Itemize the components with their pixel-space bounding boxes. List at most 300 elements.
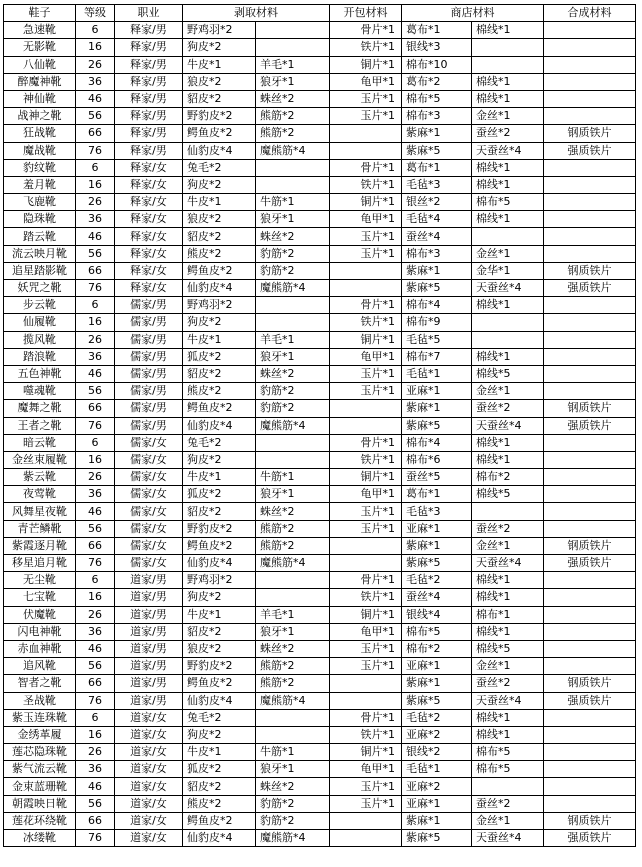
cell-strip-material-2: 豹筋*2 bbox=[256, 812, 330, 829]
cell-strip-material-2: 豹筋*2 bbox=[256, 400, 330, 417]
cell-pack-material bbox=[330, 400, 402, 417]
cell-synth-material bbox=[544, 744, 636, 761]
cell-strip-material-2: 狼牙*1 bbox=[256, 486, 330, 503]
cell-level: 56 bbox=[76, 245, 115, 262]
cell-shop-material-2: 蚕丝*2 bbox=[472, 520, 544, 537]
cell-level: 46 bbox=[76, 503, 115, 520]
cell-shop-material-2: 天蚕丝*4 bbox=[472, 417, 544, 434]
cell-shop-material-1: 棉布*3 bbox=[402, 108, 472, 125]
table-row bbox=[4, 125, 636, 142]
cell-level: 36 bbox=[76, 761, 115, 778]
table-row bbox=[4, 795, 636, 812]
cell-shop-material-1: 葛布*1 bbox=[402, 486, 472, 503]
cell-level: 46 bbox=[76, 640, 115, 657]
cell-boot-name: 金丝束履靴 bbox=[4, 451, 76, 468]
cell-job: 儒家/女 bbox=[115, 469, 183, 486]
cell-boot-name: 八仙靴 bbox=[4, 56, 76, 73]
cell-synth-material bbox=[544, 623, 636, 640]
cell-shop-material-2: 金华*1 bbox=[472, 262, 544, 279]
cell-shop-material-2: 棉布*5 bbox=[472, 744, 544, 761]
cell-shop-material-2: 棉线*5 bbox=[472, 640, 544, 657]
cell-shop-material-1: 紫麻*1 bbox=[402, 262, 472, 279]
cell-strip-material-1: 牛皮*1 bbox=[183, 606, 256, 623]
cell-pack-material: 骨片*1 bbox=[330, 434, 402, 451]
cell-boot-name: 揽风靴 bbox=[4, 331, 76, 348]
cell-shop-material-2: 棉线*1 bbox=[472, 589, 544, 606]
cell-strip-material-1: 貂皮*2 bbox=[183, 365, 256, 382]
cell-shop-material-2: 蚕丝*2 bbox=[472, 675, 544, 692]
cell-strip-material-2 bbox=[256, 22, 330, 39]
cell-strip-material-2 bbox=[256, 572, 330, 589]
header-pack-materials: 开包材料 bbox=[330, 5, 402, 22]
cell-synth-material: 强质铁片 bbox=[544, 142, 636, 159]
table-row bbox=[4, 297, 636, 314]
cell-level: 66 bbox=[76, 125, 115, 142]
cell-level: 76 bbox=[76, 555, 115, 572]
cell-strip-material-1: 牛皮*1 bbox=[183, 331, 256, 348]
cell-shop-material-2: 棉线*1 bbox=[472, 73, 544, 90]
table-row bbox=[4, 194, 636, 211]
cell-boot-name: 夜莺靴 bbox=[4, 486, 76, 503]
cell-job: 释家/女 bbox=[115, 280, 183, 297]
cell-shop-material-1: 棉布*4 bbox=[402, 297, 472, 314]
cell-synth-material: 钢质铁片 bbox=[544, 125, 636, 142]
header-row bbox=[4, 5, 636, 22]
cell-shop-material-2: 棉线*1 bbox=[472, 159, 544, 176]
cell-strip-material-1: 野鸡羽*2 bbox=[183, 297, 256, 314]
table-row bbox=[4, 280, 636, 297]
cell-synth-material bbox=[544, 520, 636, 537]
cell-job: 儒家/女 bbox=[115, 503, 183, 520]
cell-boot-name: 朝霞映日靴 bbox=[4, 795, 76, 812]
cell-shop-material-2: 棉线*1 bbox=[472, 176, 544, 193]
cell-shop-material-1: 亚麻*1 bbox=[402, 658, 472, 675]
cell-synth-material bbox=[544, 726, 636, 743]
cell-level: 76 bbox=[76, 830, 115, 847]
cell-strip-material-1: 狗皮*2 bbox=[183, 176, 256, 193]
cell-synth-material bbox=[544, 211, 636, 228]
cell-level: 6 bbox=[76, 434, 115, 451]
cell-shop-material-2: 金丝*1 bbox=[472, 812, 544, 829]
cell-level: 46 bbox=[76, 90, 115, 107]
cell-pack-material: 骨片*1 bbox=[330, 159, 402, 176]
cell-boot-name: 圣战靴 bbox=[4, 692, 76, 709]
cell-level: 16 bbox=[76, 589, 115, 606]
cell-job: 道家/男 bbox=[115, 606, 183, 623]
cell-job: 道家/男 bbox=[115, 623, 183, 640]
cell-synth-material bbox=[544, 486, 636, 503]
cell-pack-material: 龟甲*1 bbox=[330, 211, 402, 228]
cell-job: 道家/女 bbox=[115, 709, 183, 726]
cell-strip-material-2 bbox=[256, 709, 330, 726]
cell-synth-material bbox=[544, 572, 636, 589]
cell-strip-material-2: 蛛丝*2 bbox=[256, 90, 330, 107]
cell-strip-material-1: 仙豹皮*4 bbox=[183, 692, 256, 709]
table-row bbox=[4, 73, 636, 90]
table-row bbox=[4, 572, 636, 589]
cell-pack-material bbox=[330, 830, 402, 847]
header-name: 鞋子 bbox=[4, 5, 76, 22]
cell-job: 释家/男 bbox=[115, 39, 183, 56]
cell-boot-name: 追风靴 bbox=[4, 658, 76, 675]
cell-job: 释家/男 bbox=[115, 108, 183, 125]
cell-shop-material-1: 紫麻*5 bbox=[402, 692, 472, 709]
table-row bbox=[4, 142, 636, 159]
header-strip-materials: 剥取材料 bbox=[183, 5, 330, 22]
cell-strip-material-1: 鳄鱼皮*2 bbox=[183, 400, 256, 417]
cell-shop-material-1: 毛毡*2 bbox=[402, 709, 472, 726]
cell-boot-name: 流云映月靴 bbox=[4, 245, 76, 262]
cell-boot-name: 魔舞之靴 bbox=[4, 400, 76, 417]
cell-shop-material-2: 棉线*1 bbox=[472, 623, 544, 640]
cell-shop-material-2: 棉线*1 bbox=[472, 572, 544, 589]
cell-shop-material-2: 棉线*1 bbox=[472, 211, 544, 228]
cell-shop-material-2: 棉线*1 bbox=[472, 726, 544, 743]
cell-shop-material-1: 银丝*2 bbox=[402, 194, 472, 211]
cell-boot-name: 战神之靴 bbox=[4, 108, 76, 125]
cell-level: 6 bbox=[76, 709, 115, 726]
cell-level: 16 bbox=[76, 314, 115, 331]
cell-strip-material-2: 豹筋*2 bbox=[256, 795, 330, 812]
cell-strip-material-2: 蛛丝*2 bbox=[256, 640, 330, 657]
cell-boot-name: 伏魔靴 bbox=[4, 606, 76, 623]
cell-strip-material-2: 狼牙*1 bbox=[256, 623, 330, 640]
cell-strip-material-2: 蛛丝*2 bbox=[256, 228, 330, 245]
cell-synth-material bbox=[544, 658, 636, 675]
cell-boot-name: 赤血神靴 bbox=[4, 640, 76, 657]
table-row bbox=[4, 606, 636, 623]
cell-pack-material: 玉片*1 bbox=[330, 90, 402, 107]
cell-job: 道家/男 bbox=[115, 675, 183, 692]
cell-shop-material-2: 棉线*1 bbox=[472, 348, 544, 365]
cell-job: 道家/女 bbox=[115, 778, 183, 795]
cell-shop-material-2: 棉线*1 bbox=[472, 297, 544, 314]
cell-shop-material-2 bbox=[472, 228, 544, 245]
cell-synth-material bbox=[544, 434, 636, 451]
cell-boot-name: 金绣革履 bbox=[4, 726, 76, 743]
cell-boot-name: 隐珠靴 bbox=[4, 211, 76, 228]
cell-strip-material-1: 牛皮*1 bbox=[183, 469, 256, 486]
cell-pack-material: 龟甲*1 bbox=[330, 348, 402, 365]
cell-pack-material: 铁片*1 bbox=[330, 451, 402, 468]
cell-pack-material bbox=[330, 262, 402, 279]
cell-synth-material: 强质铁片 bbox=[544, 280, 636, 297]
cell-pack-material: 玉片*1 bbox=[330, 245, 402, 262]
cell-shop-material-1: 棉布*6 bbox=[402, 451, 472, 468]
cell-shop-material-1: 棉布*2 bbox=[402, 640, 472, 657]
cell-job: 道家/男 bbox=[115, 572, 183, 589]
cell-pack-material: 玉片*1 bbox=[330, 795, 402, 812]
cell-shop-material-2: 棉线*1 bbox=[472, 451, 544, 468]
cell-shop-material-2: 金丝*1 bbox=[472, 658, 544, 675]
table-row bbox=[4, 262, 636, 279]
cell-level: 46 bbox=[76, 228, 115, 245]
cell-pack-material bbox=[330, 417, 402, 434]
cell-shop-material-2: 天蚕丝*4 bbox=[472, 555, 544, 572]
cell-strip-material-2: 魔熊筋*4 bbox=[256, 830, 330, 847]
cell-level: 76 bbox=[76, 417, 115, 434]
cell-pack-material: 龟甲*1 bbox=[330, 486, 402, 503]
table-row bbox=[4, 245, 636, 262]
cell-job: 道家/女 bbox=[115, 744, 183, 761]
cell-strip-material-1: 仙豹皮*4 bbox=[183, 417, 256, 434]
cell-job: 道家/男 bbox=[115, 692, 183, 709]
cell-strip-material-1: 熊皮*2 bbox=[183, 245, 256, 262]
header-synth-materials: 合成材料 bbox=[544, 5, 636, 22]
cell-boot-name: 移星追月靴 bbox=[4, 555, 76, 572]
cell-level: 26 bbox=[76, 744, 115, 761]
cell-job: 道家/男 bbox=[115, 640, 183, 657]
cell-strip-material-2: 狼牙*1 bbox=[256, 348, 330, 365]
cell-shop-material-1: 葛布*1 bbox=[402, 159, 472, 176]
cell-shop-material-1: 棉布*7 bbox=[402, 348, 472, 365]
cell-level: 66 bbox=[76, 675, 115, 692]
cell-strip-material-2 bbox=[256, 589, 330, 606]
cell-strip-material-2: 羊毛*1 bbox=[256, 56, 330, 73]
cell-level: 16 bbox=[76, 726, 115, 743]
cell-level: 66 bbox=[76, 400, 115, 417]
cell-strip-material-1: 野豹皮*2 bbox=[183, 658, 256, 675]
cell-shop-material-1: 毛毡*2 bbox=[402, 572, 472, 589]
table-row bbox=[4, 537, 636, 554]
cell-shop-material-1: 毛毡*1 bbox=[402, 365, 472, 382]
cell-shop-material-1: 毛毡*3 bbox=[402, 503, 472, 520]
cell-pack-material: 龟甲*1 bbox=[330, 623, 402, 640]
cell-boot-name: 智者之靴 bbox=[4, 675, 76, 692]
cell-level: 26 bbox=[76, 469, 115, 486]
cell-boot-name: 莲芯隐珠靴 bbox=[4, 744, 76, 761]
cell-strip-material-1: 狐皮*2 bbox=[183, 348, 256, 365]
cell-strip-material-1: 仙豹皮*4 bbox=[183, 555, 256, 572]
cell-strip-material-2: 魔熊筋*4 bbox=[256, 555, 330, 572]
cell-boot-name: 踏浪靴 bbox=[4, 348, 76, 365]
cell-shop-material-1: 亚麻*1 bbox=[402, 795, 472, 812]
cell-strip-material-2: 熊筋*2 bbox=[256, 537, 330, 554]
cell-boot-name: 冰缕靴 bbox=[4, 830, 76, 847]
cell-shop-material-2: 棉线*1 bbox=[472, 709, 544, 726]
table-row bbox=[4, 812, 636, 829]
cell-shop-material-1: 紫麻*1 bbox=[402, 812, 472, 829]
cell-shop-material-1: 紫麻*1 bbox=[402, 537, 472, 554]
cell-strip-material-1: 狗皮*2 bbox=[183, 451, 256, 468]
cell-level: 56 bbox=[76, 383, 115, 400]
cell-shop-material-2: 棉布*5 bbox=[472, 761, 544, 778]
cell-shop-material-1: 亚麻*1 bbox=[402, 383, 472, 400]
cell-strip-material-1: 貂皮*2 bbox=[183, 228, 256, 245]
cell-strip-material-2 bbox=[256, 434, 330, 451]
cell-level: 36 bbox=[76, 348, 115, 365]
table-row bbox=[4, 314, 636, 331]
cell-strip-material-2: 羊毛*1 bbox=[256, 606, 330, 623]
cell-strip-material-1: 狗皮*2 bbox=[183, 39, 256, 56]
table-row bbox=[4, 383, 636, 400]
cell-job: 儒家/男 bbox=[115, 331, 183, 348]
cell-strip-material-1: 狼皮*2 bbox=[183, 211, 256, 228]
cell-shop-material-1: 银线*4 bbox=[402, 606, 472, 623]
cell-synth-material bbox=[544, 606, 636, 623]
cell-level: 36 bbox=[76, 211, 115, 228]
cell-synth-material bbox=[544, 331, 636, 348]
table-row bbox=[4, 331, 636, 348]
table-row bbox=[4, 451, 636, 468]
table-row bbox=[4, 108, 636, 125]
cell-shop-material-2: 棉线*1 bbox=[472, 434, 544, 451]
cell-shop-material-2: 天蚕丝*4 bbox=[472, 280, 544, 297]
cell-job: 释家/男 bbox=[115, 73, 183, 90]
cell-pack-material bbox=[330, 675, 402, 692]
cell-shop-material-1: 紫麻*5 bbox=[402, 280, 472, 297]
cell-strip-material-1: 野鸡羽*2 bbox=[183, 22, 256, 39]
cell-pack-material: 铁片*1 bbox=[330, 314, 402, 331]
cell-boot-name: 飞鹿靴 bbox=[4, 194, 76, 211]
cell-pack-material bbox=[330, 812, 402, 829]
table-row bbox=[4, 22, 636, 39]
cell-synth-material bbox=[544, 22, 636, 39]
cell-boot-name: 步云靴 bbox=[4, 297, 76, 314]
cell-shop-material-1: 银线*2 bbox=[402, 744, 472, 761]
cell-job: 儒家/男 bbox=[115, 365, 183, 382]
cell-level: 16 bbox=[76, 451, 115, 468]
table-row bbox=[4, 365, 636, 382]
cell-pack-material: 骨片*1 bbox=[330, 297, 402, 314]
cell-shop-material-1: 蚕丝*4 bbox=[402, 589, 472, 606]
cell-pack-material: 骨片*1 bbox=[330, 22, 402, 39]
cell-synth-material bbox=[544, 589, 636, 606]
cell-strip-material-2: 牛筋*1 bbox=[256, 194, 330, 211]
cell-boot-name: 羞月靴 bbox=[4, 176, 76, 193]
cell-shop-material-2: 蚕丝*2 bbox=[472, 795, 544, 812]
table-row bbox=[4, 675, 636, 692]
cell-synth-material bbox=[544, 228, 636, 245]
cell-boot-name: 魔战靴 bbox=[4, 142, 76, 159]
cell-level: 46 bbox=[76, 778, 115, 795]
cell-shop-material-1: 紫麻*5 bbox=[402, 830, 472, 847]
boots-material-sheet bbox=[3, 4, 636, 847]
cell-level: 56 bbox=[76, 795, 115, 812]
cell-job: 道家/女 bbox=[115, 830, 183, 847]
cell-level: 76 bbox=[76, 280, 115, 297]
cell-strip-material-1: 野豹皮*2 bbox=[183, 520, 256, 537]
cell-job: 儒家/女 bbox=[115, 520, 183, 537]
cell-shop-material-1: 银线*3 bbox=[402, 39, 472, 56]
cell-synth-material bbox=[544, 39, 636, 56]
cell-synth-material bbox=[544, 90, 636, 107]
table-row bbox=[4, 39, 636, 56]
cell-strip-material-2: 熊筋*2 bbox=[256, 658, 330, 675]
cell-pack-material bbox=[330, 537, 402, 554]
cell-shop-material-1: 紫麻*5 bbox=[402, 142, 472, 159]
cell-job: 儒家/男 bbox=[115, 314, 183, 331]
cell-boot-name: 无尘靴 bbox=[4, 572, 76, 589]
cell-shop-material-1: 棉布*4 bbox=[402, 434, 472, 451]
cell-strip-material-2: 狼牙*1 bbox=[256, 211, 330, 228]
cell-strip-material-1: 仙豹皮*4 bbox=[183, 142, 256, 159]
cell-strip-material-2 bbox=[256, 159, 330, 176]
cell-synth-material: 钢质铁片 bbox=[544, 537, 636, 554]
table-row bbox=[4, 744, 636, 761]
cell-pack-material: 铜片*1 bbox=[330, 56, 402, 73]
cell-strip-material-1: 貂皮*2 bbox=[183, 778, 256, 795]
table-row bbox=[4, 159, 636, 176]
cell-strip-material-2: 狼牙*1 bbox=[256, 73, 330, 90]
table-row bbox=[4, 658, 636, 675]
cell-synth-material bbox=[544, 73, 636, 90]
cell-job: 释家/女 bbox=[115, 228, 183, 245]
table-row bbox=[4, 692, 636, 709]
cell-strip-material-1: 狗皮*2 bbox=[183, 314, 256, 331]
cell-pack-material: 铜片*1 bbox=[330, 469, 402, 486]
cell-synth-material: 钢质铁片 bbox=[544, 262, 636, 279]
cell-boot-name: 噬魂靴 bbox=[4, 383, 76, 400]
cell-pack-material bbox=[330, 280, 402, 297]
cell-level: 66 bbox=[76, 262, 115, 279]
cell-boot-name: 仙履靴 bbox=[4, 314, 76, 331]
cell-strip-material-1: 牛皮*1 bbox=[183, 744, 256, 761]
cell-level: 56 bbox=[76, 658, 115, 675]
cell-pack-material: 铁片*1 bbox=[330, 39, 402, 56]
cell-strip-material-1: 仙豹皮*4 bbox=[183, 830, 256, 847]
cell-shop-material-2 bbox=[472, 503, 544, 520]
cell-strip-material-1: 野豹皮*2 bbox=[183, 108, 256, 125]
table-row bbox=[4, 640, 636, 657]
cell-strip-material-1: 狐皮*2 bbox=[183, 761, 256, 778]
cell-shop-material-2: 棉布*1 bbox=[472, 606, 544, 623]
cell-level: 26 bbox=[76, 56, 115, 73]
table-row bbox=[4, 434, 636, 451]
cell-shop-material-2: 天蚕丝*4 bbox=[472, 692, 544, 709]
cell-boot-name: 紫霞逐月靴 bbox=[4, 537, 76, 554]
cell-pack-material: 玉片*1 bbox=[330, 640, 402, 657]
cell-shop-material-1: 棉布*3 bbox=[402, 245, 472, 262]
cell-pack-material: 龟甲*1 bbox=[330, 761, 402, 778]
cell-synth-material bbox=[544, 194, 636, 211]
cell-strip-material-2: 魔熊筋*4 bbox=[256, 142, 330, 159]
cell-level: 36 bbox=[76, 623, 115, 640]
table-row bbox=[4, 761, 636, 778]
cell-strip-material-2: 魔熊筋*4 bbox=[256, 417, 330, 434]
cell-strip-material-2: 狼牙*1 bbox=[256, 761, 330, 778]
cell-job: 儒家/女 bbox=[115, 537, 183, 554]
table-row bbox=[4, 503, 636, 520]
cell-shop-material-1: 亚麻*2 bbox=[402, 778, 472, 795]
cell-synth-material bbox=[544, 709, 636, 726]
cell-strip-material-1: 狐皮*2 bbox=[183, 486, 256, 503]
cell-strip-material-1: 貂皮*2 bbox=[183, 90, 256, 107]
cell-strip-material-1: 牛皮*1 bbox=[183, 194, 256, 211]
cell-shop-material-2: 天蚕丝*4 bbox=[472, 830, 544, 847]
cell-job: 释家/女 bbox=[115, 211, 183, 228]
cell-job: 儒家/女 bbox=[115, 434, 183, 451]
header-shop-materials: 商店材料 bbox=[402, 5, 544, 22]
cell-shop-material-2: 金丝*1 bbox=[472, 245, 544, 262]
cell-shop-material-2: 金丝*1 bbox=[472, 383, 544, 400]
cell-shop-material-2 bbox=[472, 331, 544, 348]
cell-synth-material bbox=[544, 365, 636, 382]
cell-synth-material: 钢质铁片 bbox=[544, 400, 636, 417]
table-row bbox=[4, 417, 636, 434]
cell-level: 26 bbox=[76, 194, 115, 211]
cell-boot-name: 豹纹靴 bbox=[4, 159, 76, 176]
cell-boot-name: 金束蓝珊靴 bbox=[4, 778, 76, 795]
cell-shop-material-1: 紫麻*1 bbox=[402, 675, 472, 692]
cell-pack-material bbox=[330, 692, 402, 709]
cell-pack-material: 骨片*1 bbox=[330, 709, 402, 726]
cell-job: 释家/男 bbox=[115, 22, 183, 39]
cell-strip-material-1: 牛皮*1 bbox=[183, 56, 256, 73]
cell-job: 道家/女 bbox=[115, 726, 183, 743]
cell-shop-material-2: 棉线*1 bbox=[472, 90, 544, 107]
cell-shop-material-2 bbox=[472, 39, 544, 56]
